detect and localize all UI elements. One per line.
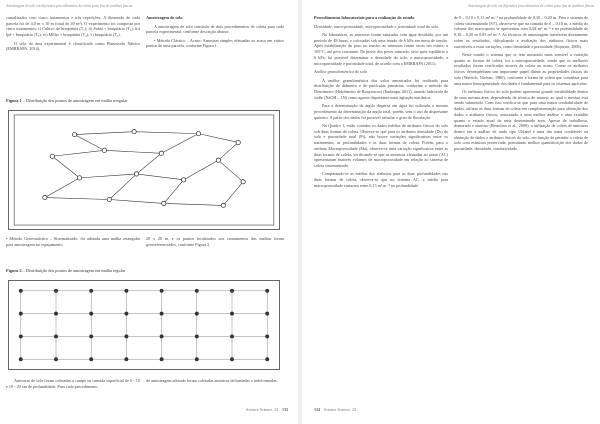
figure1-text: – Distribuição dos pontos de amostragem em malha irregular	[21, 98, 128, 103]
paragraph-grid-spacing: 20 x 20 m, e os pontos localizados nos cruzamentos das malhas foram georreferenciados, conforme Figura 2.	[146, 236, 284, 247]
figure1-sample-point	[132, 129, 136, 133]
paragraph-depth: de 0 – 0,10 e 0,13 m³ m⁻³ na profundidade de 0,10 – 0,20 m. Para o sistema de coleta sistematizado (ST), observa-se que na camada de 0 – 0,10 m, a média do volume dos macroporos se apresentou com 0,04 m³ m⁻³ e na profundidade de 0,10 – 0,20 m 0,05 m³ m⁻³. As técnicas de amostragem interferem diretamente sobre os resultados, dificultando a avaliação dos atributos físicos mais suscetíveis a estas variações, como densidade e porosidade (Siqueira, 2006).	[454, 15, 588, 49]
folio-right	[314, 407, 356, 412]
paragraph-classic-method: • Método Clássico – Acaso: Amostras simples efetuadas ao acaso em vários pontos de uma parcela, conforme Figura 1.	[146, 37, 284, 49]
figure1-connector-line	[164, 180, 184, 204]
figure2-sample-point	[89, 312, 93, 316]
figure2-sample-point	[54, 334, 58, 338]
figure2-sample-point	[160, 334, 164, 338]
left-col2-mid	[146, 236, 284, 250]
paragraph-geostat-method: • Método Geoestatístico – Sistematizado: foi adotada uma malha retangular para amostragem no espaçamento	[6, 236, 140, 247]
page-number-right: 134	[314, 407, 320, 412]
figure1-connector-line	[80, 174, 137, 178]
right-page	[302, 0, 600, 424]
figure2-sample-point	[124, 312, 128, 316]
figure1-sample-point	[216, 158, 220, 162]
paragraph-lab: No laboratório, as amostras foram saturadas com água destilada, por um período de 48 horas, e colocadas sob uma tensão de 6 kPa em mesa de tensão. Após estabilização do peso no tensão, as amostras foram secas em estufa, a 105°C, até peso constante. De posse dos pesos saturado, seco após equilíbrio a 6 kPa, foi possível determinar a densidade do solo, a macroporosidade, a microporosidade e porosidade total, de acordo com a EMBRAPA (2011).	[314, 32, 448, 66]
figure2-label: Figura 2	[6, 268, 22, 273]
figure1-sample-point	[196, 131, 200, 135]
figure2-sample-point	[160, 357, 164, 361]
figure1-sample-point	[43, 195, 47, 199]
journal-name-right: Science Science. 23	[324, 407, 356, 412]
figure2-sample-point	[19, 312, 23, 316]
left-page	[0, 0, 298, 424]
figure1-sample-point	[241, 180, 245, 184]
figure1-sample-point	[221, 203, 225, 207]
figure2-sample-point	[265, 357, 269, 361]
paragraph-sensitivity: Neste estudo o sistema que se tem mostrado mais sensível a variação quanto as formas de coleta, foi a macroporosidade, sendo que os melhores resultados foram verificados através da coleta ao acaso. Como os atributos físicos desempenham um importante papel diante as propriedades físicas do solo (Warrick; Nielsen, 1980), conforme a forma de coleta que contribua para uma maior homogeneidade dos dados é fundamental para os sistemas agrícolas.	[454, 52, 588, 86]
figure1-sample-point	[159, 151, 163, 155]
figure1-connector-line	[137, 153, 162, 174]
figure2-drawing	[9, 281, 279, 369]
figure2-text: – Distribuição dos pontos de amostragem em malha regular	[21, 268, 126, 273]
left-col1-bottom	[6, 378, 140, 392]
running-head-right: Amostragem de solo em diferentes procedimentos de coleta para fins de análises físicas	[467, 4, 594, 8]
figure1-label: Figura 1	[6, 98, 22, 103]
figure1-connector-line	[134, 132, 198, 134]
figure2-sample-point	[230, 312, 234, 316]
figure1-connector-line	[164, 203, 223, 205]
left-col2-top	[146, 15, 284, 52]
figure2-regular-grid	[8, 280, 280, 370]
figure1-sample-point	[134, 172, 138, 176]
folio-left	[246, 407, 288, 412]
running-head-left: Amostragem de solo em diferentes procedimentos de coleta para fins de análises físicas	[6, 4, 133, 8]
heading-lab-procedures: Procedimentos laboratoriais para a realização do estudo	[314, 15, 415, 20]
figure2-sample-point	[230, 334, 234, 338]
figure1-sample-point	[72, 132, 76, 136]
figure2-sample-point	[265, 312, 269, 316]
figure2-sample-point	[195, 289, 199, 293]
figure2-sample-point	[89, 357, 93, 361]
figure2-sample-point	[160, 312, 164, 316]
figure1-connector-line	[52, 156, 79, 178]
figure2-sample-point	[124, 289, 128, 293]
figure1-connector-line	[104, 150, 161, 153]
figure2-sample-point	[124, 334, 128, 338]
paragraph-experiment: casualizados com cinco tratamentos e três repetições. A dimensão de cada parcela foi de 4,0 m x 10 m (total de 40 m²). O experimento foi composto por cinco tratamentos: i) Cultivo de braquiária (T₁); ii) Sabiá + braquiária (T₂); iii) Ipê + braquiária (T₃); iv) Milho + braquiária (T₄); v) braquiária (T₅).	[6, 15, 140, 38]
figure1-sample-point	[236, 140, 240, 144]
figure1-plot-border	[14, 115, 274, 225]
paragraph-samples-collected: Amostras de solo foram coletadas a campo na camada superficial de 0 - 10 e 10 - 20 cm de profundidade. Para cada procedimento	[6, 378, 140, 389]
figure1-connector-line	[75, 132, 134, 135]
figure1-connector-line	[218, 160, 243, 182]
figure1-connector-line	[199, 134, 239, 143]
figure1-connector-line	[45, 178, 80, 198]
paragraph-sampling: A amostragem de solo consistiu de dois procedimentos de coleta para cada parcela experimental, conforme descrição abaixo:	[146, 23, 284, 35]
left-col1-mid	[6, 236, 140, 250]
paragraph-variability: Os atributos físicos do solo podem apresentar grande variabilidade dentro de uma mesma área, dependendo da técnica de manejo ao qual o mesmo está sendo submetido. Com isso verifica-se que para uma maior confiabilidade de dados, utilizar as duas formas de coleta em complementação para obtenção dos dados e atributos físicos, associando a uma melhor análise e uma exatidão quanto o estado atual de uma determinada área. Apesar de trabalhoso, demorado e oneroso (Bertolino et al., 2009), a utilização de coleta de amostras dentro em a análise de trado tipo Uhland é uma das mais confiáveis na obtenção de dados e atributos físicos do solo, em função de permitir a coleta de solo com estrutura preservada, permitindo melhor quantificação dos dados de porosidade, densidade, condutividade.	[454, 89, 588, 152]
left-col2-bottom	[146, 378, 284, 387]
figure2-sample-point	[54, 312, 58, 316]
figure1-sample-point	[102, 148, 106, 152]
figure2-sample-point	[265, 334, 269, 338]
figure1-connector-line	[218, 142, 238, 160]
figure1-sample-point	[181, 178, 185, 182]
figure1-connector-line	[161, 134, 198, 154]
figure2-sample-point	[19, 289, 23, 293]
figure2-sample-point	[160, 289, 164, 293]
figure2-sample-point	[124, 357, 128, 361]
paragraph-sample-types: de amostragem adotado foram coletadas amostras deformadas e indeformadas.	[146, 378, 278, 383]
right-col1	[314, 15, 448, 191]
figure1-caption	[6, 98, 286, 104]
subheading-granulometry: Análise granulométrica do solo	[314, 69, 367, 75]
figure1-drawing	[9, 111, 279, 229]
journal-name-left: Science Science. 23	[246, 407, 278, 412]
figure1-connector-line	[137, 174, 184, 180]
figure2-sample-point	[54, 357, 58, 361]
left-col1-top	[6, 15, 140, 55]
figure1-connector-line	[52, 150, 104, 156]
figure1-connector-line	[223, 182, 243, 206]
figure1-connector-line	[184, 160, 219, 180]
figure2-sample-point	[265, 289, 269, 293]
figure2-sample-point	[195, 334, 199, 338]
figure1-connector-line	[109, 200, 164, 204]
figure1-sample-point	[50, 154, 54, 158]
figure2-sample-point	[19, 357, 23, 361]
figure2-caption	[6, 268, 286, 274]
paragraph-comparison: Comparando-se as médias dos atributos para as duas profundidades nas duas formas de coleta, observa-se que no sistema AC, a média para macroporosidade variaram entre 0,15 m³ m⁻³ na profundidade	[314, 171, 448, 188]
figure1-connector-line	[45, 198, 109, 200]
paragraph-quadro: Na Quadro 1, estão contidos os dados médios de atributos físicos do solo sob duas formas de coleta. Observa-se que para os atributos densidade (Ds) do solo e porosidade total (Pt), não houve variações significativas entre os tratamentos, as profundidades e as duas formas de coleta. Porém, para o atributo Macroporosidade (Ma), observa-se uma variação significativa entre as duas formas de coleta, verificando-se que as amostras efetuadas ao acaso (AC) apresentaram maiores volumes de macroporosidade em relação ao sistema de coleta sistematizado.	[314, 123, 448, 168]
figure1-connector-line	[109, 174, 136, 200]
figure2-sample-point	[230, 289, 234, 293]
figure2-sample-point	[19, 334, 23, 338]
figure1-sample-point	[107, 197, 111, 201]
figure2-sample-point	[54, 289, 58, 293]
figure2-sample-point	[89, 334, 93, 338]
figure1-connector-line	[75, 135, 105, 151]
figure1-sample-point	[77, 176, 81, 180]
figure2-sample-point	[89, 289, 93, 293]
paragraph-clay: Para a determinação da argila dispersa em água foi utilizado o mesmo procedimento da determinação da argila total, porém, sem o uso do dispersante químico. A partir dos dados foi possível calcular o grau de floculação.	[314, 103, 448, 120]
paragraph-soil-class: O solo da área experimental é classificado como Planossolo Nátrico (EMBRAPA, 2014).	[6, 40, 140, 52]
paragraph-granulometry: A análise granulométrica dos solos amostrados foi realizada para distribuição de diâmetro e de partículas primárias, conforme o método do Densímetro (Hidrômetro de Bouyoucos) (Embrapa, 2011), usando hidróxido de sódio (NaOH – 1N) como agente dispersante mais agitação mecânica.	[314, 77, 448, 100]
figure2-sample-point	[195, 357, 199, 361]
figure2-sample-point	[195, 312, 199, 316]
figure2-sample-point	[230, 357, 234, 361]
heading-soil-sampling: Amostragem de solo	[146, 15, 183, 20]
subheading-density: Densidade, macroporosidade, microporosidade e porosidade total do solo	[314, 23, 439, 29]
page-number-left: 133	[282, 407, 288, 412]
figure1-irregular-grid	[8, 110, 280, 230]
figure1-sample-point	[162, 201, 166, 205]
right-col2	[454, 15, 588, 155]
